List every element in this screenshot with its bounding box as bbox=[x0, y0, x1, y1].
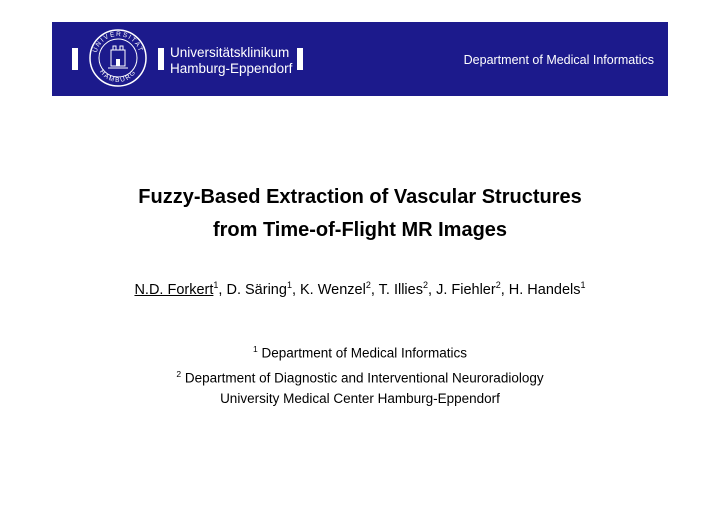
author-separator: , bbox=[291, 281, 301, 298]
seal-text-bottom: HAMBURG bbox=[98, 68, 138, 84]
author-affiliation-mark: 2 bbox=[422, 280, 428, 290]
affiliation-text: Department of Diagnostic and Interventional Neuroradiology bbox=[184, 370, 544, 385]
title-line-1: Fuzzy-Based Extraction of Vascular Structures bbox=[138, 186, 582, 208]
author-name: N.D. Forkert bbox=[134, 281, 214, 298]
author-name: T. Illies bbox=[378, 281, 423, 298]
logo-bar-mid bbox=[158, 48, 164, 70]
logo-line-2: Hamburg-Eppendorf bbox=[170, 61, 293, 76]
author-affiliation-mark: 2 bbox=[495, 280, 501, 290]
author-affiliation-mark: 1 bbox=[213, 280, 219, 290]
author-name: J. Fiehler bbox=[436, 281, 496, 298]
affiliation-line bbox=[0, 364, 720, 389]
author-name: D. Säring bbox=[226, 281, 287, 298]
affiliation-text: University Medical Center Hamburg-Eppendorf bbox=[220, 391, 500, 406]
university-seal-icon bbox=[88, 28, 148, 88]
logo-bar-right bbox=[297, 48, 303, 70]
affiliation-mark: 2 bbox=[176, 368, 182, 379]
author-affiliation-mark: 1 bbox=[286, 280, 292, 290]
title-line-2: from Time-of-Flight MR Images bbox=[212, 219, 508, 241]
author-name: H. Handels bbox=[508, 281, 581, 298]
author-affiliation-mark: 2 bbox=[365, 280, 371, 290]
affiliation-line bbox=[0, 388, 720, 409]
clinic-logo-text bbox=[170, 45, 292, 77]
author-separator: , bbox=[428, 281, 437, 298]
author-list bbox=[0, 280, 720, 298]
author-name: K. Wenzel bbox=[300, 281, 366, 298]
header-department: Department of Medical Informatics bbox=[463, 53, 654, 67]
affiliation-mark: 1 bbox=[252, 344, 258, 354]
logo-bar-left bbox=[72, 48, 78, 70]
author-separator: , bbox=[500, 281, 509, 298]
affiliation-text: Department of Medical Informatics bbox=[261, 345, 468, 361]
author-affiliation-mark: 1 bbox=[580, 280, 586, 290]
logo-line-1: Universitätsklinikum bbox=[170, 45, 290, 60]
author-separator: , bbox=[370, 281, 379, 298]
author-separator: , bbox=[218, 281, 227, 298]
header-banner bbox=[52, 22, 668, 96]
paper-title bbox=[0, 181, 720, 247]
affiliation-list bbox=[0, 339, 720, 409]
seal-text-top: UNIVERSITAT bbox=[91, 30, 145, 54]
affiliation-line bbox=[0, 339, 720, 364]
